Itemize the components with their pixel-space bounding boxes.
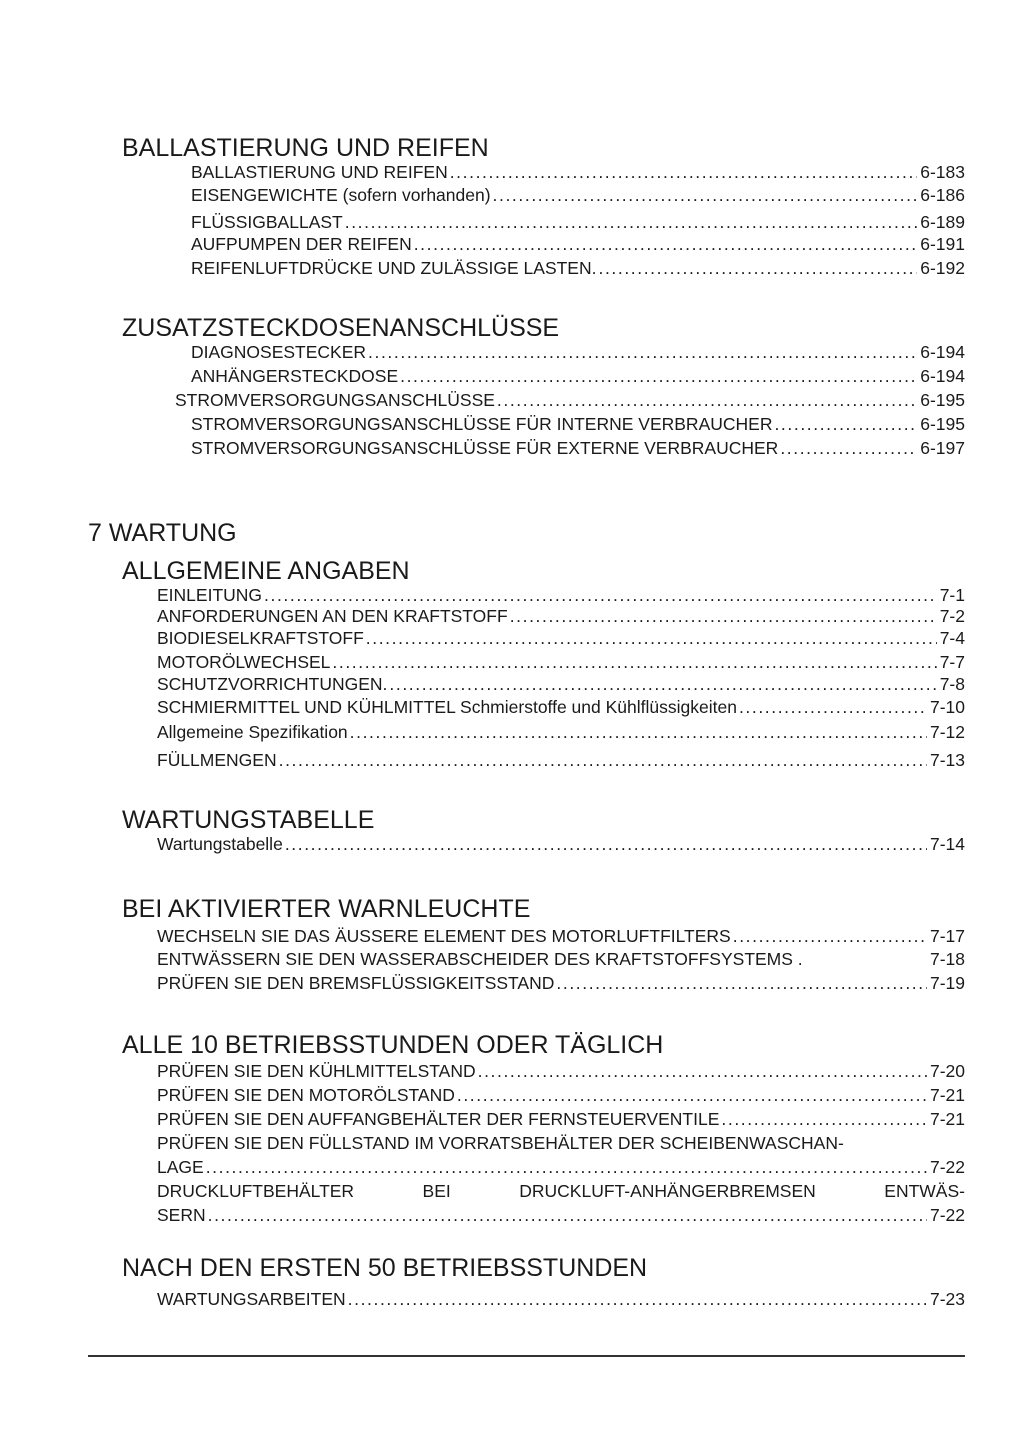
toc-entry[interactable]	[157, 651, 965, 673]
toc-entry-title: FLÜSSIGBALLAST	[191, 212, 343, 232]
toc-entry[interactable]	[157, 721, 965, 743]
dot-leader	[478, 1060, 927, 1082]
toc-entry-page: 7-10	[929, 697, 965, 717]
toc-entry-title: BALLASTIERUNG UND REIFEN	[191, 162, 448, 182]
toc-entry-title: Wartungstabelle	[157, 834, 283, 854]
toc-entry[interactable]	[191, 437, 965, 459]
toc-entry-title: PRÜFEN SIE DEN MOTORÖLSTAND	[157, 1085, 455, 1105]
toc-entry-page: 7-22	[929, 1157, 965, 1177]
section-heading: NACH DEN ERSTEN 50 BETRIEBSSTUNDEN	[122, 1254, 648, 1282]
dot-leader	[264, 584, 937, 606]
toc-entry-title: STROMVERSORGUNGSANSCHLÜSSE	[175, 390, 495, 410]
toc-entry[interactable]	[157, 1156, 965, 1178]
toc-entry[interactable]	[191, 365, 965, 387]
toc-entry-page: 7-20	[929, 1061, 965, 1081]
toc-entry[interactable]	[191, 161, 965, 183]
toc-entry-page: 7-17	[929, 926, 965, 946]
toc-entry[interactable]	[157, 1204, 965, 1226]
chapter-heading: 7 WARTUNG	[88, 519, 237, 547]
toc-entry-page: 6-197	[920, 438, 965, 458]
dot-leader	[493, 184, 918, 206]
dot-leader	[332, 651, 936, 673]
dot-leader	[457, 1084, 927, 1106]
dot-leader	[510, 605, 937, 627]
dot-leader	[206, 1156, 927, 1178]
toc-entry-title: REIFENLUFTDRÜCKE UND ZULÄSSIGE LASTEN.	[191, 258, 597, 278]
toc-entry-title: FÜLLMENGEN	[157, 750, 277, 770]
toc-entry-title: STROMVERSORGUNGSANSCHLÜSSE FÜR EXTERNE VERBRAUCHER	[191, 438, 779, 458]
toc-entry-title: PRÜFEN SIE DEN AUFFANGBEHÄLTER DER FERNSTEUERVENTILE	[157, 1109, 720, 1129]
toc-entry[interactable]	[175, 389, 965, 411]
dot-leader	[414, 233, 918, 255]
toc-entry[interactable]	[157, 749, 965, 771]
toc-entry-page: 7-14	[929, 834, 965, 854]
toc-entry[interactable]	[157, 1084, 965, 1106]
toc-entry[interactable]	[191, 413, 965, 435]
toc-entry-page: 6-192	[920, 258, 965, 278]
toc-entry-page: 7-1	[939, 585, 965, 605]
toc-entry-page: 7-22	[929, 1205, 965, 1225]
dot-leader	[556, 972, 927, 994]
toc-entry-title: DIAGNOSESTECKER	[191, 342, 367, 362]
dot-leader	[389, 673, 936, 695]
toc-entry-page: 7-7	[939, 652, 965, 672]
toc-entry-title: LAGE	[157, 1157, 204, 1177]
toc-entry-page: 6-183	[920, 162, 965, 182]
toc-entry[interactable]	[191, 211, 965, 233]
toc-entry-title-line1[interactable]: PRÜFEN SIE DEN FÜLLSTAND IM VORRATSBEHÄLTER DER SCHEIBENWASCHAN-	[157, 1133, 844, 1153]
toc-entry-page: 7-21	[929, 1085, 965, 1105]
toc-entry[interactable]	[157, 972, 965, 994]
toc-entry-page: 7-18	[929, 949, 965, 969]
section-heading: BALLASTIERUNG UND REIFEN	[122, 134, 489, 162]
toc-entry[interactable]	[157, 1288, 965, 1310]
toc-entry[interactable]	[157, 605, 965, 627]
dot-leader	[733, 925, 927, 947]
word: ENTWÄS-	[884, 1181, 965, 1201]
word: DRUCKLUFT-ANHÄNGERBREMSEN	[519, 1181, 816, 1201]
toc-entry-page: 6-194	[920, 366, 965, 386]
dot-leader	[739, 696, 927, 718]
toc-entry-page: 7-19	[929, 973, 965, 993]
dot-leader	[368, 341, 917, 363]
footer-rule	[88, 1355, 965, 1357]
toc-entry-title: WECHSELN SIE DAS ÄUSSERE ELEMENT DES MOTORLUFTFILTERS	[157, 926, 731, 946]
dot-leader	[598, 257, 917, 279]
toc-entry-title: WARTUNGSARBEITEN	[157, 1289, 346, 1309]
dot-leader	[450, 161, 918, 183]
toc-entry-title: ENTWÄSSERN SIE DEN WASSERABSCHEIDER DES KRAFTSTOFFSYSTEMS .	[157, 949, 803, 969]
toc-entry[interactable]	[157, 627, 965, 649]
toc-entry-page: 7-21	[929, 1109, 965, 1129]
toc-entry-page: 7-12	[929, 722, 965, 742]
toc-entry[interactable]	[191, 257, 965, 279]
toc-entry-page: 6-186	[920, 185, 965, 205]
toc-entry[interactable]	[157, 1108, 965, 1130]
toc-entry[interactable]	[191, 341, 965, 363]
section-heading: BEI AKTIVIERTER WARNLEUCHTE	[122, 895, 531, 923]
toc-entry-title: SERN	[157, 1205, 206, 1225]
toc-entry[interactable]	[157, 833, 965, 855]
dot-leader	[279, 749, 927, 771]
toc-entry[interactable]	[157, 925, 965, 947]
dot-leader	[780, 437, 917, 459]
toc-entry[interactable]	[157, 584, 965, 606]
toc-entry-title: MOTORÖLWECHSEL	[157, 652, 331, 672]
toc-entry-title: SCHUTZVORRICHTUNGEN.	[157, 674, 388, 694]
toc-entry-title: EISENGEWICHTE (sofern vorhanden)	[191, 185, 491, 205]
dot-leader	[497, 389, 917, 411]
toc-entry[interactable]	[157, 696, 965, 718]
dot-leader	[285, 833, 927, 855]
dot-leader	[208, 1204, 927, 1226]
toc-entry[interactable]	[191, 233, 965, 255]
word: BEI	[422, 1181, 451, 1201]
toc-entry-title: AUFPUMPEN DER REIFEN	[191, 234, 412, 254]
dot-leader	[366, 627, 937, 649]
toc-entry-title: EINLEITUNG	[157, 585, 263, 605]
dot-leader	[400, 365, 917, 387]
toc-entry-title: PRÜFEN SIE DEN KÜHLMITTELSTAND	[157, 1061, 476, 1081]
toc-entry[interactable]	[191, 184, 965, 206]
toc-entry-page: 6-189	[920, 212, 965, 232]
section-heading: ZUSATZSTECKDOSENANSCHLÜSSE	[122, 314, 560, 342]
section-heading: ALLE 10 BETRIEBSSTUNDEN ODER TÄGLICH	[122, 1031, 664, 1059]
toc-entry-page: 6-191	[920, 234, 965, 254]
toc-entry-page: 6-195	[920, 414, 965, 434]
toc-entry[interactable]	[157, 673, 965, 695]
toc-entry-title: Allgemeine Spezifikation	[157, 722, 348, 742]
section-heading: ALLGEMEINE ANGABEN	[122, 557, 410, 585]
toc-entry-title: BIODIESELKRAFTSTOFF	[157, 628, 364, 648]
toc-entry-title-line1[interactable]	[157, 1180, 965, 1202]
toc-entry-page: 7-2	[939, 606, 965, 626]
dot-leader	[774, 413, 917, 435]
toc-entry-page: 7-4	[939, 628, 965, 648]
toc-entry[interactable]	[157, 1060, 965, 1082]
toc-entry-page: 7-13	[929, 750, 965, 770]
toc-entry-title: ANHÄNGERSTECKDOSE	[191, 366, 399, 386]
toc-entry-title: ANFORDERUNGEN AN DEN KRAFTSTOFF	[157, 606, 508, 626]
toc-entry-page: 7-23	[929, 1289, 965, 1309]
toc-entry-title: PRÜFEN SIE DEN BREMSFLÜSSIGKEITSSTAND	[157, 973, 555, 993]
toc-entry-page: 6-195	[920, 390, 965, 410]
section-heading: WARTUNGSTABELLE	[122, 806, 375, 834]
dot-leader	[721, 1108, 927, 1130]
toc-entry-page: 7-8	[939, 674, 965, 694]
word: DRUCKLUFTBEHÄLTER	[157, 1181, 355, 1201]
toc-entry-title: SCHMIERMITTEL UND KÜHLMITTEL Schmierstoffe und Kühlflüssigkeiten	[157, 697, 737, 717]
dot-leader	[348, 1288, 927, 1310]
dot-leader	[350, 721, 927, 743]
dot-leader	[345, 211, 918, 233]
toc-entry-page: 6-194	[920, 342, 965, 362]
toc-entry-title: STROMVERSORGUNGSANSCHLÜSSE FÜR INTERNE VERBRAUCHER	[191, 414, 773, 434]
toc-entry[interactable]	[157, 948, 965, 970]
